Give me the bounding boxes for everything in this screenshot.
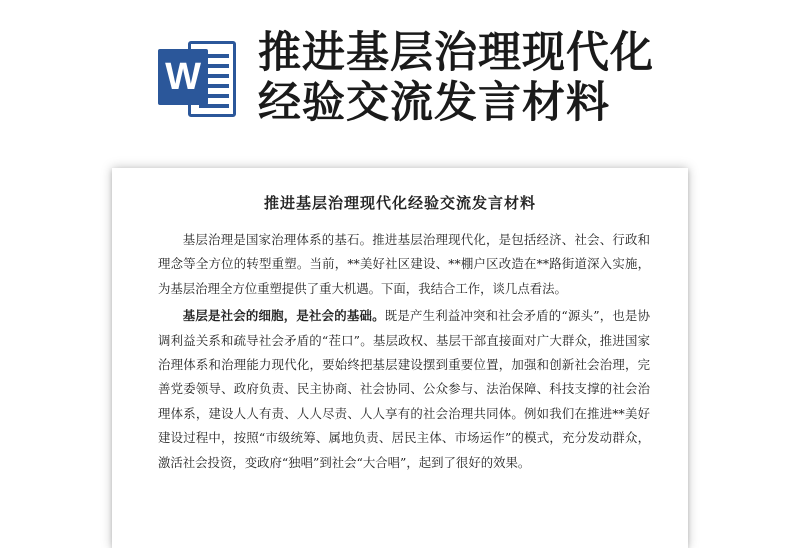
page-title-line1: 推进基层治理现代化: [258, 28, 654, 78]
word-badge: W: [158, 49, 208, 105]
document-page: [112, 168, 688, 548]
document-title: 推进基层治理现代化经验交流发言材料: [263, 194, 536, 212]
paragraph-2-text: 既是产生利益冲突和社会矛盾的“源头”，也是协调利益关系和疏导社会矛盾的“茬口”。基层政权、基层干部直接面对广大群众，推进国家治理体系和治理能力现代化，要始终把基层建设摆到重要位置，加强和创新社会治理，完善党委领导、政府负责、民主协商、社会协同、公众参与、法治保障、科技支撑的社会治理体系，建设人人有责、人人尽责、人人享有的社会治理共同体。例如我们在推进**美好建设过程中，按照“市级统筹、属地负责、居民主体、市场运作”的模式，充分发动群众，激活社会投资，变政府“独唱”到社会“大合唱”，起到了很好的效果。: [158, 308, 651, 470]
paragraph-2: [158, 304, 650, 475]
page-title-line2: 经验交流发言材料: [258, 78, 610, 128]
paragraph-2-lead: 基层是社会的细胞，是社会的基础。: [182, 308, 385, 324]
paragraph-1: [158, 228, 650, 301]
page-title: [258, 28, 778, 128]
paragraph-1-text: 基层治理是国家治理体系的基石。推进基层治理现代化，是包括经济、社会、行政和理念等全方位的转型重塑。当前，**美好社区建设、**棚户区改造在**路街道深入实施，为基层治理全方位重塑提供了重大机遇。下面，我结合工作，谈几点看法。: [158, 232, 650, 296]
word-icon: [158, 37, 240, 121]
header: [0, 0, 800, 160]
document-body: [158, 228, 650, 475]
